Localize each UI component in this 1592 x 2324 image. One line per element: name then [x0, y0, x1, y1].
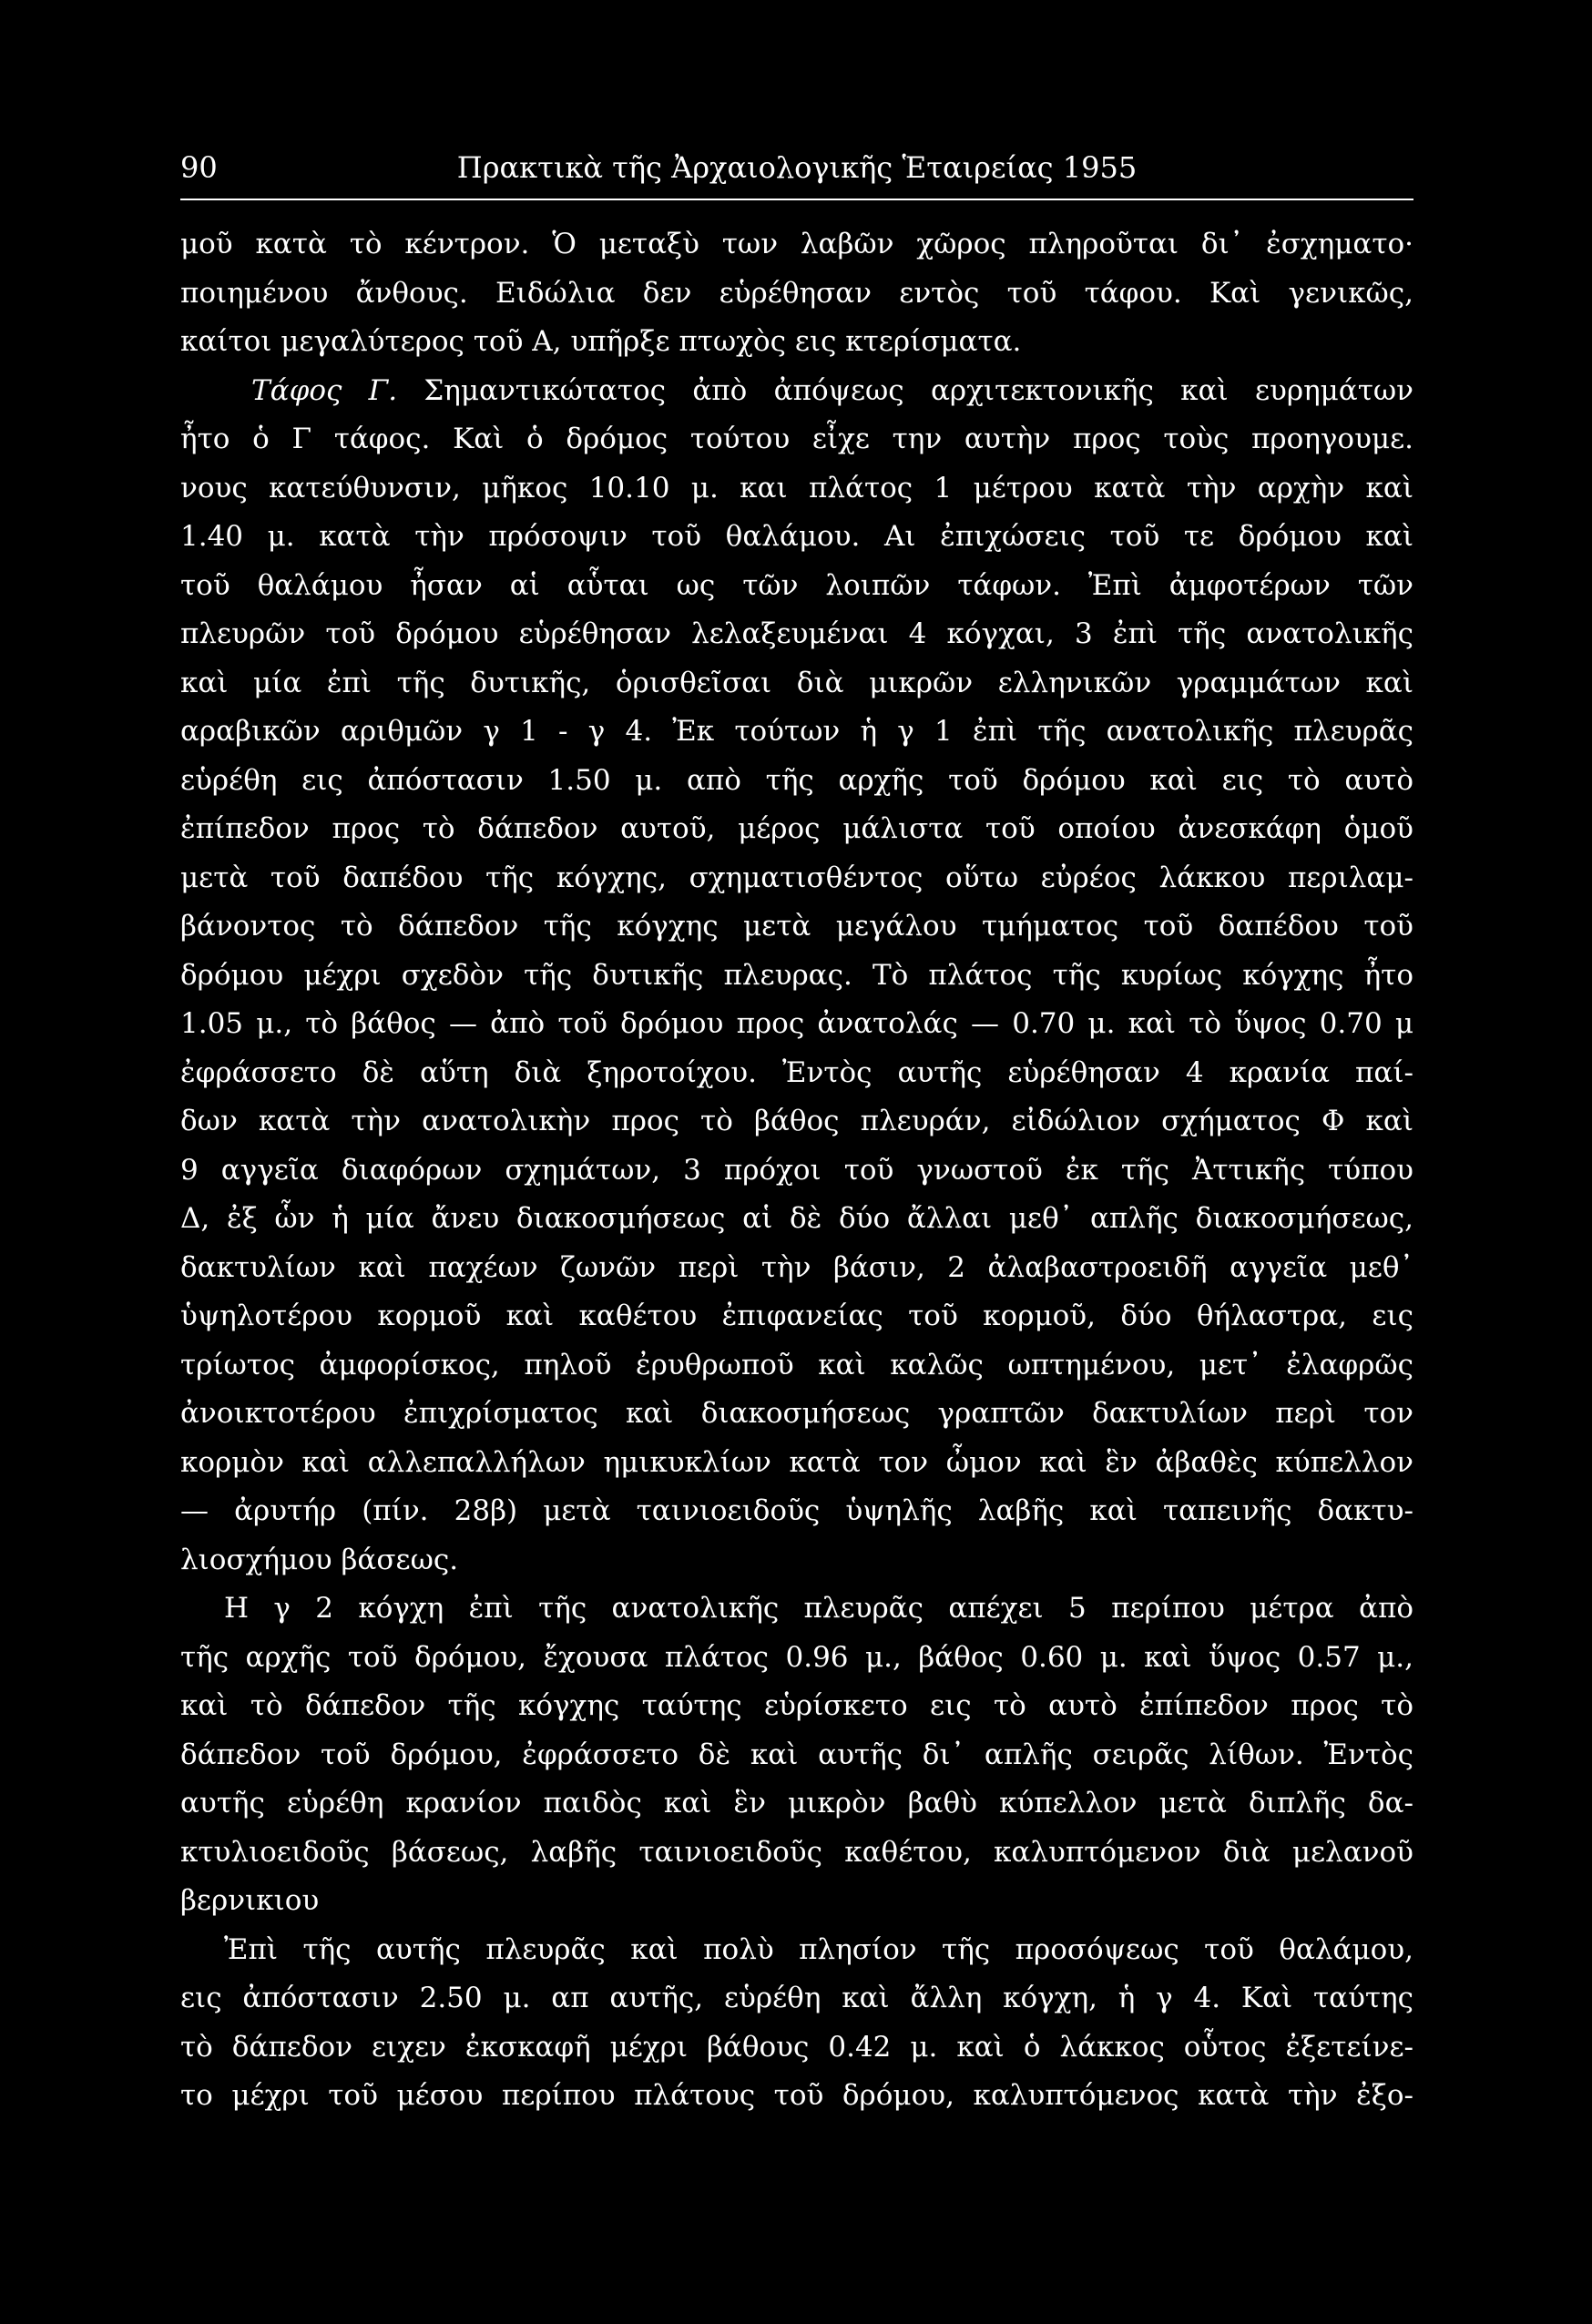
- text-line: Η γ 2 κόγχη ἐπὶ τῆς ανατολικῆς πλευρᾶς απέχει 5 περίπου μέτρα ἀπὸ: [224, 1592, 1413, 1625]
- text-line: αυτῆς εὑρέθη κρανίον παιδὸς καὶ ἓν μικρὸν βαθὺ κύπελλον μετὰ διπλῆς δα-: [180, 1787, 1413, 1819]
- text-line: ἐφράσσετο δὲ αὕτη διὰ ξηροτοίχου. Ἐντὸς αυτῆς εὑρέθησαν 4 κρανία παί-: [180, 1055, 1413, 1089]
- page-number: 90: [180, 150, 218, 185]
- text-line: ποιημένου ἄνθους. Ειδώλια δεν εὑρέθησαν εντὸς τοῦ τάφου. Καὶ γενικῶς,: [180, 276, 1413, 310]
- text-line: κτυλιοειδοῦς βάσεως, λαβῆς ταινιοειδοῦς καθέτου, καλυπτόμενον διὰ μελανοῦ: [180, 1835, 1413, 1869]
- text-line: ὑψηλοτέρου κορμοῦ καὶ καθέτου ἐπιφανείας τοῦ κορμοῦ, δύο θήλαστρα, εις: [180, 1300, 1413, 1332]
- running-title: Πρακτικὰ τῆς Ἀρχαιολογικῆς Ἑταιρείας 1955: [456, 150, 1138, 185]
- text-line: Ἐπὶ τῆς αυτῆς πλευρᾶς καὶ πολὺ πλησίον τῆς προσόψεως τοῦ θαλάμου,: [224, 1932, 1413, 1966]
- text-line: κορμὸν καὶ αλλεπαλλήλων ημικυκλίων κατὰ τον ὦμον καὶ ἓν ἀβαθὲς κύπελλον: [180, 1445, 1413, 1479]
- text-line: δακτυλίων καὶ παχέων ζωνῶν περὶ τὴν βάσιν, 2 ἀλαβαστροειδῆ αγγεῖα μεθ᾽: [180, 1250, 1413, 1284]
- text-line: πλευρῶν τοῦ δρόμου εὑρέθησαν λελαξευμέναι 4 κόγχαι, 3 ἐπὶ τῆς ανατολικῆς: [180, 617, 1413, 650]
- text-line: 9 αγγεῖα διαφόρων σχημάτων, 3 πρόχοι τοῦ γνωστοῦ ἐκ τῆς Ἀττικῆς τύπου: [180, 1153, 1413, 1187]
- text-line: τῆς αρχῆς τοῦ δρόμου, ἔχουσα πλάτος 0.96 μ., βάθος 0.60 μ. καὶ ὕψος 0.57 μ.,: [180, 1640, 1413, 1674]
- text-line: δρόμου μέχρι σχεδὸν τῆς δυτικῆς πλευρας. Τὸ πλάτος τῆς κυρίως κόγχης ἦτο: [180, 958, 1413, 992]
- text-line: τρίωτος ἀμφορίσκος, πηλοῦ ἐρυθρωποῦ καὶ καλῶς ωπτημένου, μετ᾽ ἐλαφρῶς: [180, 1348, 1413, 1381]
- text-line: 1.40 μ. κατὰ τὴν πρόσοψιν τοῦ θαλάμου. Αι ἐπιχώσεις τοῦ τε δρόμου καὶ: [180, 520, 1413, 553]
- text-line: λιοσχήμου βάσεως.: [180, 1543, 459, 1576]
- text-line: Δ, ἐξ ὧν ἡ μία ἄνευ διακοσμήσεως αἱ δὲ δύο ἄλλαι μεθ᾽ απλῆς διακοσμήσεως,: [180, 1202, 1413, 1235]
- body-text: [180, 220, 1413, 2121]
- text-line: το μέχρι τοῦ μέσου περίπου πλάτους τοῦ δρόμου, καλυπτόμενος κατὰ τὴν ἐξο-: [180, 2079, 1413, 2112]
- header-rule: [180, 199, 1413, 200]
- text-line: εὑρέθη εις ἀπόστασιν 1.50 μ. απὸ τῆς αρχῆς τοῦ δρόμου καὶ εις τὸ αυτὸ: [180, 763, 1413, 797]
- text-line: 1.05 μ., τὸ βάθος — ἀπὸ τοῦ δρόμου προς ἀνατολάς — 0.70 μ. καὶ τὸ ὕψος 0.70 μ: [180, 1007, 1413, 1040]
- text-line-with-heading: [180, 367, 1413, 416]
- text-line: ἀνοικτοτέρου ἐπιχρίσματος καὶ διακοσμήσεως γραπτῶν δακτυλίων περὶ τον: [180, 1397, 1413, 1430]
- text-line: μοῦ κατὰ τὸ κέντρον. Ὁ μεταξὺ των λαβῶν χῶρος πληροῦται δι᾽ ἐσχηματο·: [180, 228, 1413, 260]
- section-heading: Τάφος Γ.: [251, 373, 398, 407]
- text-line: — ἀρυτήρ (πίν. 28β) μετὰ ταινιοειδοῦς ὑψηλῆς λαβῆς καὶ ταπεινῆς δακτυ-: [180, 1494, 1413, 1527]
- running-header: [180, 144, 1413, 191]
- text-line: ἐπίπεδον προς τὸ δάπεδον αυτοῦ, μέρος μάλιστα τοῦ οποίου ἀνεσκάφη ὁμοῦ: [180, 812, 1413, 845]
- text-run: Σημαντικώτατος ἀπὸ ἀπόψεως αρχιτεκτονικῆς καὶ ευρημάτων: [424, 373, 1413, 407]
- text-line: μετὰ τοῦ δαπέδου τῆς κόγχης, σχηματισθέντος οὕτω εὐρέος λάκκου περιλαμ-: [180, 861, 1413, 894]
- text-line: δων κατὰ τὴν ανατολικὴν προς τὸ βάθος πλευράν, εἰδώλιον σχήματος Φ καὶ: [180, 1105, 1413, 1137]
- text-line: τὸ δάπεδον ειχεν ἐκσκαφῆ μέχρι βάθους 0.42 μ. καὶ ὁ λάκκος οὗτος ἐξετείνε-: [180, 2030, 1413, 2064]
- text-line: δάπεδον τοῦ δρόμου, ἐφράσσετο δὲ καὶ αυτῆς δι᾽ απλῆς σειρᾶς λίθων. Ἐντὸς: [180, 1738, 1413, 1771]
- text-line: εις ἀπόστασιν 2.50 μ. απ αυτῆς, εὑρέθη καὶ ἄλλη κόγχη, ἡ γ 4. Καὶ ταύτης: [180, 1982, 1413, 2014]
- text-line: καίτοι μεγαλύτερος τοῦ Α, υπῆρξε πτωχὸς εις κτερίσματα.: [180, 325, 1022, 358]
- text-line: τοῦ θαλάμου ἦσαν αἱ αὗται ως τῶν λοιπῶν τάφων. Ἐπὶ ἀμφοτέρων τῶν: [180, 568, 1413, 602]
- text-line: ἦτο ὁ Γ τάφος. Καὶ ὁ δρόμος τούτου εἶχε την αυτὴν προς τοὺς προηγουμε.: [180, 423, 1413, 455]
- text-line: καὶ μία ἐπὶ τῆς δυτικῆς, ὁρισθεῖσαι διὰ μικρῶν ελληνικῶν γραμμάτων καὶ: [180, 666, 1413, 699]
- text-line: βάνοντος τὸ δάπεδον τῆς κόγχης μετὰ μεγάλου τμήματος τοῦ δαπέδου τοῦ: [180, 910, 1413, 943]
- text-line: βερνικιου: [180, 1884, 320, 1917]
- text-line: αραβικῶν αριθμῶν γ 1 - γ 4. Ἐκ τούτων ἡ γ 1 ἐπὶ τῆς ανατολικῆς πλευρᾶς: [180, 715, 1413, 748]
- text-line: καὶ τὸ δάπεδον τῆς κόγχης ταύτης εὑρίσκετο εις τὸ αυτὸ ἐπίπεδον προς τὸ: [180, 1689, 1413, 1722]
- text-line: νους κατεύθυνσιν, μῆκος 10.10 μ. και πλάτος 1 μέτρου κατὰ τὴν αρχὴν καὶ: [180, 471, 1413, 505]
